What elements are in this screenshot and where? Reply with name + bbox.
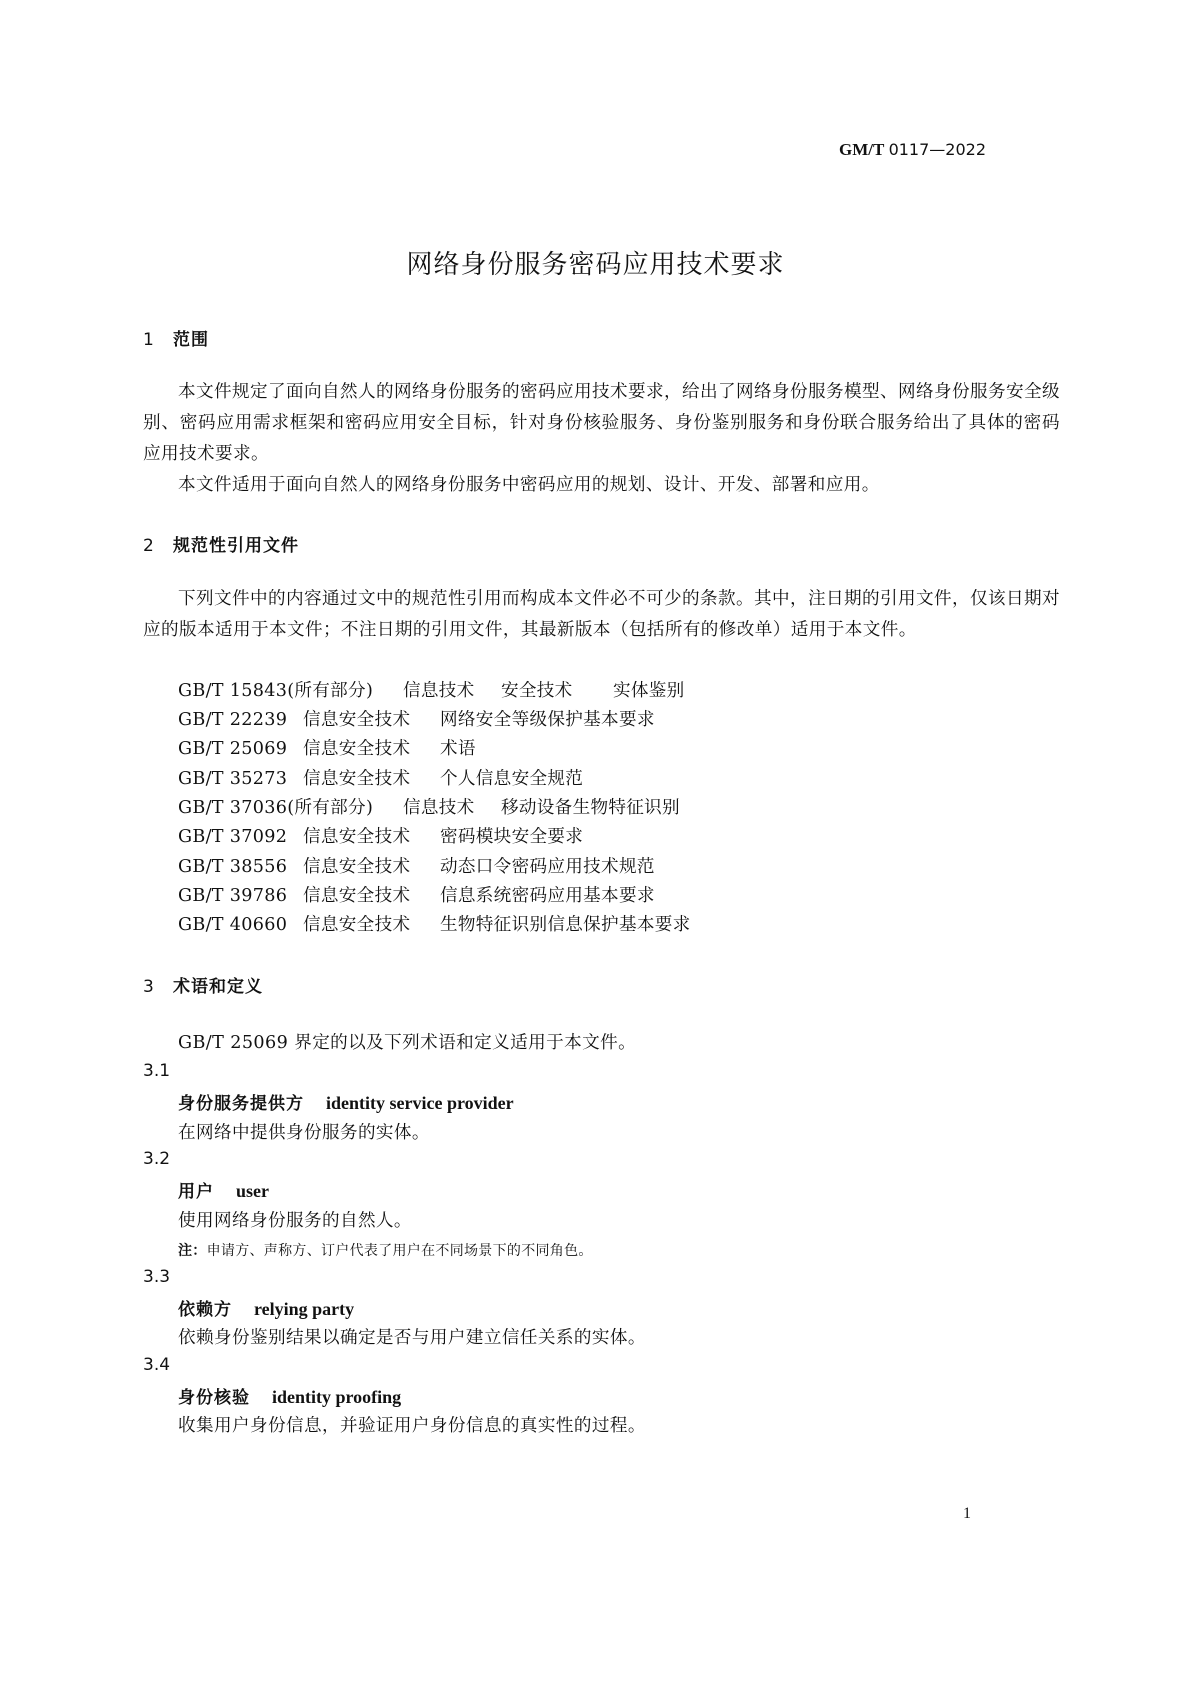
term-definition: 在网络中提供身份服务的实体。	[178, 1123, 430, 1143]
term-english: relying party	[254, 1299, 355, 1319]
document-title: 网络身份服务密码应用技术要求	[406, 250, 785, 280]
reference-item	[178, 794, 680, 819]
reference-item	[178, 853, 655, 878]
term-heading	[178, 1383, 401, 1408]
section-title: 术语和定义	[173, 977, 263, 997]
reference-item	[178, 677, 685, 702]
standard-prefix: GM/T	[838, 140, 885, 159]
section-3-intro: GB/T 25069 界定的以及下列术语和定义适用于本文件。	[178, 1033, 637, 1053]
reference-title-part: 信息系统密码应用基本要求	[440, 886, 655, 906]
term-number: 3.1	[143, 1061, 171, 1081]
reference-title-part: 信息安全技术	[303, 739, 411, 759]
reference-title-part: 实体鉴别	[613, 681, 685, 701]
reference-code: GB/T 25069	[178, 739, 288, 759]
section-1-paragraph-1: 本文件规定了面向自然人的网络身份服务的密码应用技术要求，给出了网络身份服务模型、网络身份服务安全级别、密码应用需求框架和密码应用安全目标，针对身份核验服务、身份鉴别服务和身份联合服务给出了具体的密码应用技术要求。	[143, 382, 1060, 464]
note-text: 申请方、声称方、订户代表了用户在不同场景下的不同角色。	[206, 1243, 593, 1259]
section-3-heading	[143, 972, 263, 997]
reference-item	[178, 706, 655, 731]
section-title: 范围	[173, 330, 209, 350]
reference-title-part: 移动设备生物特征识别	[501, 798, 680, 818]
section-1-heading	[143, 325, 209, 350]
term-definition: 收集用户身份信息，并验证用户身份信息的真实性的过程。	[178, 1416, 646, 1436]
reference-code: GB/T 35273	[178, 769, 288, 789]
reference-title-part: 信息安全技术	[303, 915, 411, 935]
section-number: 3	[143, 977, 155, 997]
reference-item	[178, 911, 691, 936]
section-2-intro: 下列文件中的内容通过文中的规范性引用而构成本文件必不可少的条款。其中，注日期的引用文件，仅该日期对应的版本适用于本文件；不注日期的引用文件，其最新版本（包括所有的修改单）适用于本文件。	[143, 589, 1060, 640]
reference-title-part: 动态口令密码应用技术规范	[440, 857, 655, 877]
section-title: 规范性引用文件	[173, 536, 299, 556]
reference-title-part: 信息安全技术	[303, 827, 411, 847]
standard-number: 0117—2022	[888, 140, 986, 159]
reference-title-part: 网络安全等级保护基本要求	[440, 710, 655, 730]
reference-code: GB/T 37092	[178, 827, 288, 847]
reference-title-part: 信息安全技术	[303, 886, 411, 906]
term-number: 3.2	[143, 1149, 171, 1169]
reference-code: GB/T 22239	[178, 710, 288, 730]
term-english: identity service provider	[326, 1093, 514, 1113]
reference-title-part: 信息安全技术	[303, 769, 411, 789]
reference-title-part: 术语	[440, 739, 476, 759]
reference-item	[178, 823, 583, 848]
term-number: 3.3	[143, 1267, 171, 1287]
term-heading	[178, 1177, 269, 1202]
reference-code: GB/T 15843(所有部分)	[178, 681, 374, 701]
term-chinese: 身份服务提供方	[178, 1094, 304, 1114]
term-chinese: 用户	[178, 1182, 214, 1202]
term-heading	[178, 1295, 354, 1320]
section-number: 2	[143, 536, 155, 556]
term-chinese: 依赖方	[178, 1300, 232, 1320]
reference-code: GB/T 40660	[178, 915, 288, 935]
term-definition: 依赖身份鉴别结果以确定是否与用户建立信任关系的实体。	[178, 1328, 646, 1348]
page-number: 1	[963, 1505, 971, 1522]
reference-code: GB/T 38556	[178, 857, 288, 877]
term-chinese: 身份核验	[178, 1388, 250, 1408]
reference-title-part: 密码模块安全要求	[440, 827, 584, 847]
term-note	[178, 1240, 593, 1260]
reference-code: GB/T 37036(所有部分)	[178, 798, 374, 818]
reference-title-part: 信息安全技术	[303, 857, 411, 877]
term-number: 3.4	[143, 1355, 171, 1375]
term-english: user	[236, 1181, 269, 1201]
reference-item	[178, 882, 655, 907]
reference-title-part: 信息技术	[403, 798, 475, 818]
reference-item	[178, 735, 476, 760]
term-definition: 使用网络身份服务的自然人。	[178, 1211, 412, 1231]
reference-item	[178, 765, 583, 790]
reference-title-part: 信息技术	[403, 681, 475, 701]
term-heading	[178, 1089, 514, 1114]
reference-title-part: 个人信息安全规范	[440, 769, 584, 789]
term-english: identity proofing	[272, 1387, 402, 1407]
reference-title-part: 信息安全技术	[303, 710, 411, 730]
section-1-paragraph-2: 本文件适用于面向自然人的网络身份服务中密码应用的规划、设计、开发、部署和应用。	[178, 475, 880, 495]
note-label: 注：	[178, 1243, 207, 1259]
section-number: 1	[143, 330, 155, 350]
reference-code: GB/T 39786	[178, 886, 288, 906]
standard-code	[839, 140, 986, 160]
reference-title-part: 生物特征识别信息保护基本要求	[440, 915, 691, 935]
section-2-heading	[143, 531, 299, 556]
reference-title-part: 安全技术	[501, 681, 573, 701]
